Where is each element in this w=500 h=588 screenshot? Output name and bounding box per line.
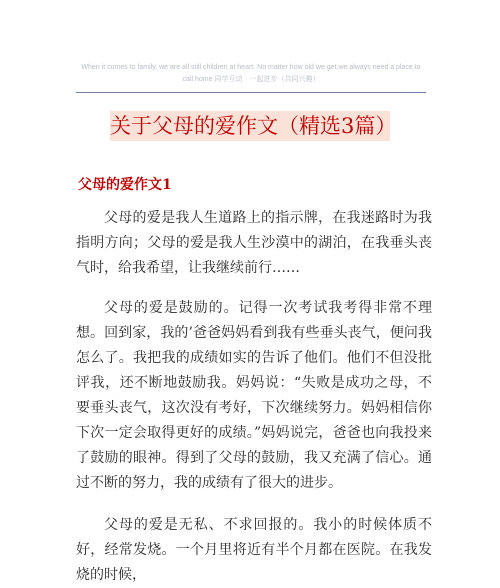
document-title: 关于父母的爱作文（精选3篇）: [110, 114, 397, 138]
header-text-line-2: call home 同学互动 一起进步（共同兴趣）: [182, 76, 320, 83]
header-divider: [76, 92, 426, 93]
header-text-line-1: When it comes to family, we are all still children at heart. No matter how old we get,we always need a place to: [81, 64, 421, 71]
paragraph-3: 父母的爱是无私、不求回报的。我小的时候体质不好，经常发烧。一个月里将近有半个月都在医院。在我发烧的时候，: [76, 517, 432, 583]
paragraph-2: 父母的爱是鼓励的。记得一次考试我考得非常不理想。回到家，我的’爸爸妈妈看到我有些垂头丧气，便问我怎么了。我把我的成绩如实的告诉了他们。他们不但没批评我，还不断地鼓励我。妈妈说：“失败是成功之母，不要垂头丧气，这次没有考好，下次继续努力。妈妈相信你下次一定会取得更好的成绩。”妈妈说完，爸爸也向我投来了鼓励的眼神。得到了父母的鼓励，我又充满了信心。通过不断的努力，我的成绩有了很大的进步。: [76, 300, 432, 491]
paragraph-1: 父母的爱是我人生道路上的指示牌，在我迷路时为我指明方向；父母的爱是我人生沙漠中的湖泊，在我垂头丧气时，给我希望，让我继续前行……: [76, 210, 432, 276]
section-heading: 父母的爱作文1: [78, 177, 172, 193]
